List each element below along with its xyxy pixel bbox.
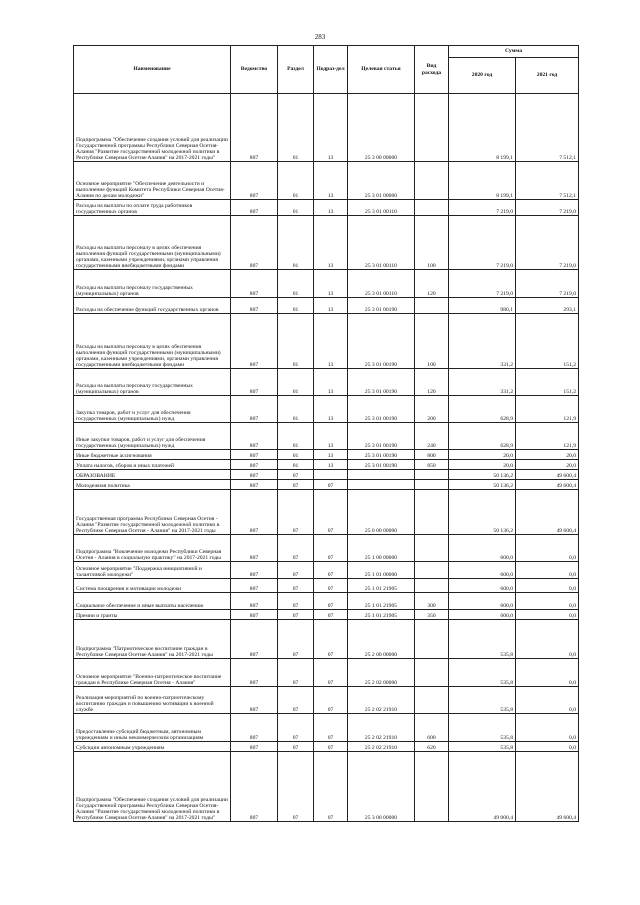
row-expense-type-cell (415, 470, 449, 480)
row-target-cell: 25 1 01 21905 (348, 593, 415, 610)
row-target-cell: 25 1 00 00000 (348, 535, 415, 562)
row-expense-type-cell (415, 562, 449, 579)
row-section-cell: 01 (278, 369, 314, 396)
row-name-cell: ОБРАЗОВАНИЕ (74, 470, 231, 480)
row-amount-2021-cell: 0,0 (516, 610, 579, 620)
row-amount-2021-cell: 20,0 (516, 450, 579, 460)
row-target-cell (348, 470, 415, 480)
row-name-cell: Иные бюджетные ассигнования (74, 450, 231, 460)
row-name-cell: Основное мероприятие "Обеспечение деятельности и выполнение функций Комитета Республики Северная Осетия-Алания по делам молодежи" (74, 162, 231, 200)
row-amount-2021-cell: 7 512,1 (516, 162, 579, 200)
row-section-cell: 07 (278, 593, 314, 610)
table-row (74, 314, 579, 369)
row-amount-2020-cell: 50 136,2 (449, 480, 516, 490)
row-ministry-cell: 807 (231, 490, 278, 535)
header-expense-type: Вид расхода (415, 46, 449, 94)
row-name-cell: Основное мероприятие "Поддержка инициативной и талантливой молодежи" (74, 562, 231, 579)
row-section-cell: 07 (278, 480, 314, 490)
row-section-cell: 07 (278, 620, 314, 659)
row-expense-type-cell: 120 (415, 270, 449, 298)
row-subsection-cell: 13 (314, 162, 348, 200)
row-amount-2021-cell: 7 219,0 (516, 270, 579, 298)
header-year-2020: 2020 год (449, 58, 516, 94)
row-section-cell: 01 (278, 270, 314, 298)
row-subsection-cell: 07 (314, 562, 348, 579)
row-subsection-cell: 13 (314, 298, 348, 314)
header-section: Раздел (278, 46, 314, 94)
row-target-cell: 25 3 01 00190 (348, 314, 415, 369)
row-target-cell: 25 3 00 00000 (348, 752, 415, 822)
row-ministry-cell: 807 (231, 593, 278, 610)
row-section-cell: 07 (278, 752, 314, 822)
table-row (74, 470, 579, 480)
row-amount-2021-cell: 49 600,4 (516, 470, 579, 480)
row-section-cell: 01 (278, 162, 314, 200)
row-target-cell: 25 2 02 00000 (348, 659, 415, 687)
row-amount-2020-cell: 20,0 (449, 460, 516, 470)
table-row (74, 687, 579, 714)
table-row (74, 460, 579, 470)
row-amount-2020-cell: 331,2 (449, 314, 516, 369)
row-expense-type-cell (415, 687, 449, 714)
budget-table (73, 45, 579, 822)
row-amount-2021-cell: 0,0 (516, 620, 579, 659)
row-ministry-cell: 807 (231, 216, 278, 270)
row-subsection-cell: 13 (314, 423, 348, 450)
row-amount-2020-cell: 535,8 (449, 687, 516, 714)
table-row (74, 659, 579, 687)
row-ministry-cell: 807 (231, 423, 278, 450)
table-header (74, 46, 579, 94)
row-subsection-cell: 07 (314, 593, 348, 610)
row-amount-2020-cell: 628,9 (449, 423, 516, 450)
row-amount-2021-cell: 121,9 (516, 423, 579, 450)
table-row (74, 562, 579, 579)
row-amount-2020-cell: 600,0 (449, 535, 516, 562)
row-amount-2021-cell: 0,0 (516, 714, 579, 742)
row-expense-type-cell: 120 (415, 369, 449, 396)
row-target-cell (348, 480, 415, 490)
row-amount-2020-cell: 535,8 (449, 620, 516, 659)
row-target-cell: 25 3 01 00190 (348, 298, 415, 314)
row-amount-2021-cell: 49 600,4 (516, 752, 579, 822)
header-name: Наименование (74, 46, 231, 94)
row-expense-type-cell (415, 298, 449, 314)
row-section-cell: 01 (278, 94, 314, 162)
row-subsection-cell: 07 (314, 752, 348, 822)
row-section-cell: 01 (278, 200, 314, 216)
header-subsection: Подраз-дел (314, 46, 348, 94)
row-name-cell: Расходы на выплаты персоналу в целях обеспечения выполнения функций государственными (муниципальными) органами, казенными учреждениями, органами управления государственными внебюджетными фондами (74, 314, 231, 369)
row-subsection-cell: 07 (314, 579, 348, 593)
row-amount-2020-cell: 600,0 (449, 562, 516, 579)
row-expense-type-cell (415, 200, 449, 216)
row-target-cell: 25 2 02 21910 (348, 687, 415, 714)
row-amount-2020-cell: 535,8 (449, 714, 516, 742)
table-row (74, 162, 579, 200)
row-ministry-cell: 807 (231, 369, 278, 396)
row-amount-2020-cell: 535,8 (449, 659, 516, 687)
row-name-cell: Расходы на обеспечение функций государственных органов (74, 298, 231, 314)
table-row (74, 369, 579, 396)
table-row (74, 450, 579, 460)
row-expense-type-cell: 850 (415, 460, 449, 470)
row-ministry-cell: 807 (231, 314, 278, 369)
row-section-cell: 07 (278, 470, 314, 480)
row-ministry-cell: 807 (231, 535, 278, 562)
table-row (74, 298, 579, 314)
row-amount-2020-cell: 8 199,1 (449, 162, 516, 200)
header-year-2021: 2021 год (516, 58, 579, 94)
row-amount-2020-cell: 980,1 (449, 298, 516, 314)
row-subsection-cell: 07 (314, 610, 348, 620)
row-amount-2021-cell: 0,0 (516, 562, 579, 579)
row-expense-type-cell (415, 162, 449, 200)
row-target-cell: 25 3 01 00190 (348, 396, 415, 423)
row-section-cell: 07 (278, 610, 314, 620)
row-name-cell: Субсидии автономным учреждениям (74, 742, 231, 752)
row-target-cell: 25 3 01 00190 (348, 450, 415, 460)
row-subsection-cell: 13 (314, 270, 348, 298)
row-amount-2021-cell: 0,0 (516, 659, 579, 687)
row-amount-2020-cell: 600,0 (449, 579, 516, 593)
row-section-cell: 01 (278, 298, 314, 314)
row-expense-type-cell: 200 (415, 396, 449, 423)
row-name-cell: Иные закупки товаров, работ и услуг для обеспечения государственных (муниципальных) нужд (74, 423, 231, 450)
table-row (74, 752, 579, 822)
table-row (74, 216, 579, 270)
row-name-cell: Премии и гранты (74, 610, 231, 620)
table-row (74, 742, 579, 752)
row-ministry-cell: 807 (231, 687, 278, 714)
row-ministry-cell: 807 (231, 470, 278, 480)
row-ministry-cell: 807 (231, 742, 278, 752)
row-expense-type-cell (415, 480, 449, 490)
row-section-cell: 01 (278, 216, 314, 270)
table-body (74, 94, 579, 822)
row-amount-2021-cell: 0,0 (516, 593, 579, 610)
row-subsection-cell (314, 470, 348, 480)
row-section-cell: 01 (278, 460, 314, 470)
row-target-cell: 25 1 01 00000 (348, 562, 415, 579)
table-row (74, 610, 579, 620)
row-section-cell: 07 (278, 579, 314, 593)
row-subsection-cell: 13 (314, 314, 348, 369)
row-name-cell: Молодежная политика (74, 480, 231, 490)
row-subsection-cell: 07 (314, 659, 348, 687)
row-name-cell: Расходы на выплаты по оплате труда работников государственных органов (74, 200, 231, 216)
row-ministry-cell: 807 (231, 714, 278, 742)
row-name-cell: Уплата налогов, сборов и иных платежей (74, 460, 231, 470)
table-row (74, 200, 579, 216)
row-ministry-cell: 807 (231, 200, 278, 216)
row-amount-2020-cell: 600,0 (449, 593, 516, 610)
row-name-cell: Подпрограмма "Обеспечение создания условий для реализации Государственной программы Республики Северная Осетия-Алания "Развитие государственной молодежной политики в Республике Северная Осетия-Алания" на 2017-2021 годы" (74, 752, 231, 822)
row-subsection-cell: 13 (314, 216, 348, 270)
row-amount-2021-cell: 0,0 (516, 687, 579, 714)
table-row (74, 94, 579, 162)
row-subsection-cell: 07 (314, 480, 348, 490)
row-amount-2021-cell: 293,1 (516, 298, 579, 314)
row-amount-2021-cell: 20,0 (516, 460, 579, 470)
header-sum: Сумма (449, 46, 579, 58)
header-target-article: Целевая статья (348, 46, 415, 94)
table-row (74, 714, 579, 742)
row-amount-2021-cell: 121,9 (516, 396, 579, 423)
table-row (74, 535, 579, 562)
row-amount-2021-cell: 49 600,4 (516, 480, 579, 490)
row-name-cell: Расходы на выплаты персоналу государственных (муниципальных) органов (74, 369, 231, 396)
row-expense-type-cell: 350 (415, 610, 449, 620)
row-subsection-cell: 13 (314, 460, 348, 470)
row-section-cell: 07 (278, 562, 314, 579)
row-expense-type-cell (415, 752, 449, 822)
row-target-cell: 25 2 00 00000 (348, 620, 415, 659)
row-amount-2020-cell: 331,2 (449, 369, 516, 396)
row-expense-type-cell: 100 (415, 314, 449, 369)
row-target-cell: 25 2 02 21910 (348, 742, 415, 752)
row-name-cell: Подпрограмма "Обеспечение создания условий для реализации Государственной программы Республики Северная Осетия-Алания "Развитие государственной молодежной политики в Республике Северная Осетия-Алания" на 2017-2021 годы" (74, 94, 231, 162)
row-ministry-cell: 807 (231, 579, 278, 593)
row-expense-type-cell: 100 (415, 216, 449, 270)
row-subsection-cell: 13 (314, 200, 348, 216)
row-target-cell: 25 1 01 21905 (348, 579, 415, 593)
row-name-cell: Расходы на выплаты персоналу в целях обеспечения выполнения функций государственными (муниципальными) органами, казенными учреждениями, органами управления государственными внебюджетными фондами (74, 216, 231, 270)
row-target-cell: 25 1 01 21905 (348, 610, 415, 620)
row-ministry-cell: 807 (231, 298, 278, 314)
row-amount-2020-cell: 49 000,4 (449, 752, 516, 822)
table-row (74, 593, 579, 610)
row-ministry-cell: 807 (231, 562, 278, 579)
row-ministry-cell: 807 (231, 752, 278, 822)
row-ministry-cell: 807 (231, 450, 278, 460)
row-target-cell: 25 3 01 00110 (348, 270, 415, 298)
row-amount-2021-cell: 0,0 (516, 535, 579, 562)
row-expense-type-cell (415, 659, 449, 687)
table-row (74, 490, 579, 535)
row-expense-type-cell: 240 (415, 423, 449, 450)
row-subsection-cell: 13 (314, 94, 348, 162)
row-expense-type-cell (415, 535, 449, 562)
row-section-cell: 07 (278, 742, 314, 752)
row-expense-type-cell: 600 (415, 714, 449, 742)
row-name-cell: Предоставление субсидий бюджетным, автономным учреждениям и иным некоммерческим организациям (74, 714, 231, 742)
row-expense-type-cell (415, 620, 449, 659)
row-name-cell: Государственная программа Республики Северная Осетия - Алания "Развитие государственной молодежной политики в Республике Северная Осетия - Алания" на 2017-2021 годы (74, 490, 231, 535)
row-section-cell: 01 (278, 314, 314, 369)
row-amount-2021-cell: 0,0 (516, 579, 579, 593)
row-name-cell: Система поощрения и мотивации молодежи (74, 579, 231, 593)
row-section-cell: 07 (278, 490, 314, 535)
row-ministry-cell: 807 (231, 270, 278, 298)
row-expense-type-cell (415, 94, 449, 162)
table-row (74, 620, 579, 659)
row-ministry-cell: 807 (231, 610, 278, 620)
header-ministry: Ведомство (231, 46, 278, 94)
row-ministry-cell: 807 (231, 460, 278, 470)
row-ministry-cell: 807 (231, 396, 278, 423)
row-amount-2021-cell: 151,2 (516, 369, 579, 396)
table-row (74, 423, 579, 450)
row-target-cell: 25 2 02 21910 (348, 714, 415, 742)
row-amount-2021-cell: 151,2 (516, 314, 579, 369)
row-subsection-cell: 07 (314, 620, 348, 659)
row-amount-2021-cell: 7 219,0 (516, 216, 579, 270)
table-row (74, 480, 579, 490)
row-amount-2021-cell: 7 512,1 (516, 94, 579, 162)
row-target-cell: 25 3 01 00000 (348, 162, 415, 200)
row-ministry-cell: 807 (231, 659, 278, 687)
row-amount-2020-cell: 535,8 (449, 742, 516, 752)
row-amount-2020-cell: 7 219,0 (449, 200, 516, 216)
row-section-cell: 01 (278, 396, 314, 423)
row-amount-2021-cell: 0,0 (516, 742, 579, 752)
row-target-cell: 25 3 01 00110 (348, 200, 415, 216)
row-ministry-cell: 807 (231, 162, 278, 200)
row-target-cell: 25 3 01 00190 (348, 423, 415, 450)
row-ministry-cell: 807 (231, 620, 278, 659)
row-name-cell: Подпрограмма "Вовлечение молодежи Республики Северная Осетия - Алания в социальную практику" на 2017-2021 годы (74, 535, 231, 562)
row-name-cell: Социальное обеспечение и иные выплаты населению (74, 593, 231, 610)
row-subsection-cell: 13 (314, 396, 348, 423)
row-target-cell: 25 3 01 00190 (348, 369, 415, 396)
row-name-cell: Основное мероприятие "Военно-патриотическое воспитание граждан в Республике Северная Осетия - Алания" (74, 659, 231, 687)
row-subsection-cell: 07 (314, 742, 348, 752)
row-subsection-cell: 07 (314, 535, 348, 562)
row-target-cell: 25 0 00 00000 (348, 490, 415, 535)
row-section-cell: 01 (278, 450, 314, 460)
row-target-cell: 25 3 00 00000 (348, 94, 415, 162)
row-name-cell: Расходы на выплаты персоналу государственных (муниципальных) органов (74, 270, 231, 298)
row-amount-2020-cell: 50 136,2 (449, 490, 516, 535)
row-name-cell: Закупка товаров, работ и услуг для обеспечения государственных (муниципальных) нужд (74, 396, 231, 423)
row-amount-2021-cell: 49 600,4 (516, 490, 579, 535)
row-amount-2020-cell: 50 136,2 (449, 470, 516, 480)
row-amount-2020-cell: 8 199,1 (449, 94, 516, 162)
row-section-cell: 07 (278, 535, 314, 562)
table-row (74, 579, 579, 593)
page-number: 283 (314, 33, 326, 41)
row-section-cell: 01 (278, 423, 314, 450)
row-subsection-cell: 07 (314, 687, 348, 714)
row-amount-2020-cell: 20,0 (449, 450, 516, 460)
row-section-cell: 07 (278, 687, 314, 714)
table-row (74, 396, 579, 423)
row-section-cell: 07 (278, 659, 314, 687)
row-expense-type-cell: 800 (415, 450, 449, 460)
row-amount-2020-cell: 7 219,0 (449, 216, 516, 270)
row-expense-type-cell (415, 490, 449, 535)
row-subsection-cell: 07 (314, 490, 348, 535)
row-expense-type-cell (415, 579, 449, 593)
row-ministry-cell: 807 (231, 480, 278, 490)
row-section-cell: 07 (278, 714, 314, 742)
row-amount-2020-cell: 7 219,0 (449, 270, 516, 298)
row-ministry-cell: 807 (231, 94, 278, 162)
row-name-cell: Подпрограмма "Патриотическое воспитание граждан в Республике Северная Осетия-Алания" на 2017-2021 годы (74, 620, 231, 659)
row-target-cell: 25 3 01 00110 (348, 216, 415, 270)
row-subsection-cell: 13 (314, 450, 348, 460)
row-expense-type-cell: 620 (415, 742, 449, 752)
row-amount-2021-cell: 7 219,0 (516, 200, 579, 216)
row-name-cell: Реализация мероприятий по военно-патриотическому воспитанию граждан и повышению мотивации к военной службе (74, 687, 231, 714)
row-amount-2020-cell: 600,0 (449, 610, 516, 620)
row-subsection-cell: 13 (314, 369, 348, 396)
row-subsection-cell: 07 (314, 714, 348, 742)
row-expense-type-cell: 300 (415, 593, 449, 610)
row-target-cell: 25 3 01 00190 (348, 460, 415, 470)
table-row (74, 270, 579, 298)
row-amount-2020-cell: 628,9 (449, 396, 516, 423)
